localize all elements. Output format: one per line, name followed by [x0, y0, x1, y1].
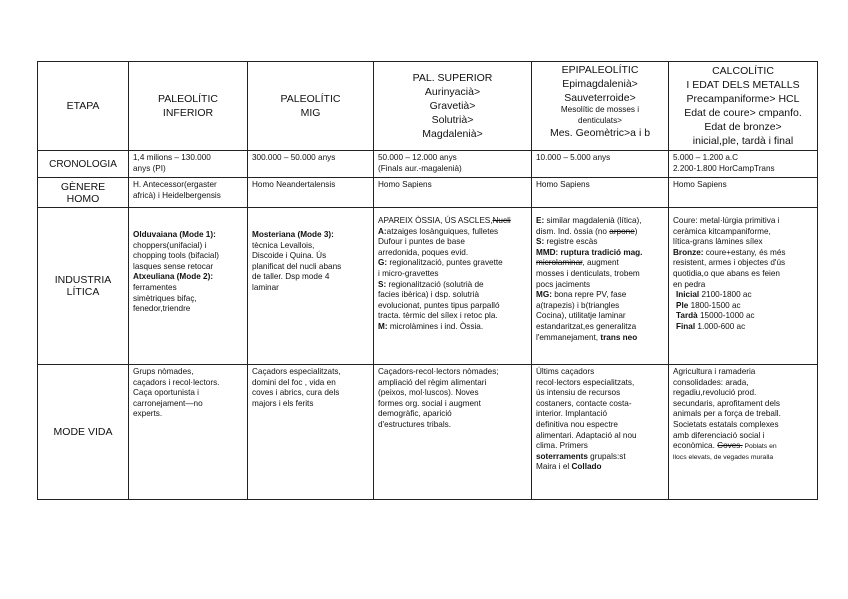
genere-epi: Homo Sapiens	[532, 178, 669, 208]
label-genere: GÈNERE HOMO	[38, 178, 129, 208]
row-genere	[38, 178, 818, 208]
row-cronologia	[38, 151, 818, 178]
industria-epi: E: similar magdalenià (lítica), dism. Ind. òssia (no arpone) S: registre escàs MMD: ruptura tradició mag. microlaminar, augment mosses i denticulats, trobem pocs jaciments MG: bona repre PV, fase a(trapezis) i b(triangles Cocina), utilitatje laminar estandaritzat,es generalitza l'emmanejament, trans neo	[532, 208, 669, 365]
row-industria	[38, 208, 818, 365]
header-row	[38, 62, 818, 151]
label-industria: INDUSTRIA LÍTICA	[38, 208, 129, 365]
modevida-calco: Agricultura i ramaderia consolidades: arada, regadiu,revolució prod. secundaris, aprofitament dels animals per a força de treball. Societats estatals complexes amb diferenciació social i econòmica. Coves. Poblats en llocs elevats, de vegades muralla	[669, 365, 818, 500]
genere-mig: Homo Neandertalensis	[248, 178, 374, 208]
header-pal-superior: PAL. SUPERIOR Aurinyacià> Gravetià> Solutrià> Magdalenià>	[374, 62, 532, 151]
genere-inferior: H. Antecessor(ergaster africà) i Heidelbergensis	[129, 178, 248, 208]
genere-superior: Homo Sapiens	[374, 178, 532, 208]
header-paleolitic-mig: PALEOLÍTIC MIG	[248, 62, 374, 151]
label-cronologia: CRONOLOGIA	[38, 151, 129, 178]
modevida-superior: Caçadors-recol·lectors nòmades; ampliació del règim alimentari (peixos, mol·luscos). Noves formes org. social i augment demogràfic, aparició d'estructures tribals.	[374, 365, 532, 500]
cronologia-calco: 5.000 – 1.200 a.C 2.200-1.800 HorCampTrans	[669, 151, 818, 178]
modevida-epi: Últims caçadors recol·lectors especialitzats, ús intensiu de recursos costaners, contacte costa- interior. Implantació definitiva nou espectre alimentari. Adaptació al nou clima. Primers soterraments grupals:st Maira i el Collado	[532, 365, 669, 500]
modevida-mig: Caçadors especialitzats, domini del foc , vida en coves i abrics, cura dels majors i els ferits	[248, 365, 374, 500]
cronologia-superior: 50.000 – 12.000 anys (Finals aur.-magalenià)	[374, 151, 532, 178]
prehistory-table	[37, 61, 818, 500]
industria-inferior: Olduvaiana (Mode 1): choppers(unifacial) i chopping tools (bifacial) lasques sense retocar Atxeuliana (Mode 2): ferramentes simètriques bifaç, fenedor,triendre	[129, 208, 248, 365]
industria-mig: Mosteriana (Mode 3): tècnica Levallois, Discoide i Quina. Ús planificat del nucli abans de taller. Dsp mode 4 laminar	[248, 208, 374, 365]
modevida-inferior: Grups nòmades, caçadors i recol·lectors. Caça oportunista i carronejament—no experts.	[129, 365, 248, 500]
header-paleolitic-inferior: PALEOLÍTIC INFERIOR	[129, 62, 248, 151]
cronologia-mig: 300.000 – 50.000 anys	[248, 151, 374, 178]
industria-superior: APAREIX ÒSSIA, ÚS ASCLES,Nucli A:atzaiges losànguiques, fulletes Dufour i puntes de base arredonida, poques evid. G: regionalització, puntes gravette i micro-gravettes S: regionalització (solutrià de facies ibèrica) i dsp. solutrià evolucionat, puntes tipus parpalló tracta. tèrmic del sílex i retoc pla. M: microlàmines i ind. Òssia.	[374, 208, 532, 365]
row-modevida	[38, 365, 818, 500]
header-calcolitic: CALCOLÍTIC I EDAT DELS METALLS Precampaniforme> HCL Edat de coure> cmpanfo. Edat de bronze> inicial,ple, tardà i final	[669, 62, 818, 151]
label-modevida: MODE VIDA	[38, 365, 129, 500]
genere-calco: Homo Sapiens	[669, 178, 818, 208]
industria-calco: Coure: metal·lúrgia primitiva i ceràmica kitcampaniforme, lítica-grans làmines sílex Bronze: coure+estany, és més resistent, armes i objectes d'ús quotidia,o que abans es feien en pedra Inicial 2100-1800 ac Ple 1800-1500 ac Tardà 15000-1000 ac Final 1.000-600 ac	[669, 208, 818, 365]
cronologia-inferior: 1,4 milions – 130.000 anys (PI)	[129, 151, 248, 178]
header-epipaleolitic: EPIPALEOLÍTIC Epimagdalenià> Sauveterroide> Mesolític de mosses i denticulats> Mes. Geomètric>a i b	[532, 62, 669, 151]
cronologia-epi: 10.000 – 5.000 anys	[532, 151, 669, 178]
header-etapa: ETAPA	[38, 62, 129, 151]
